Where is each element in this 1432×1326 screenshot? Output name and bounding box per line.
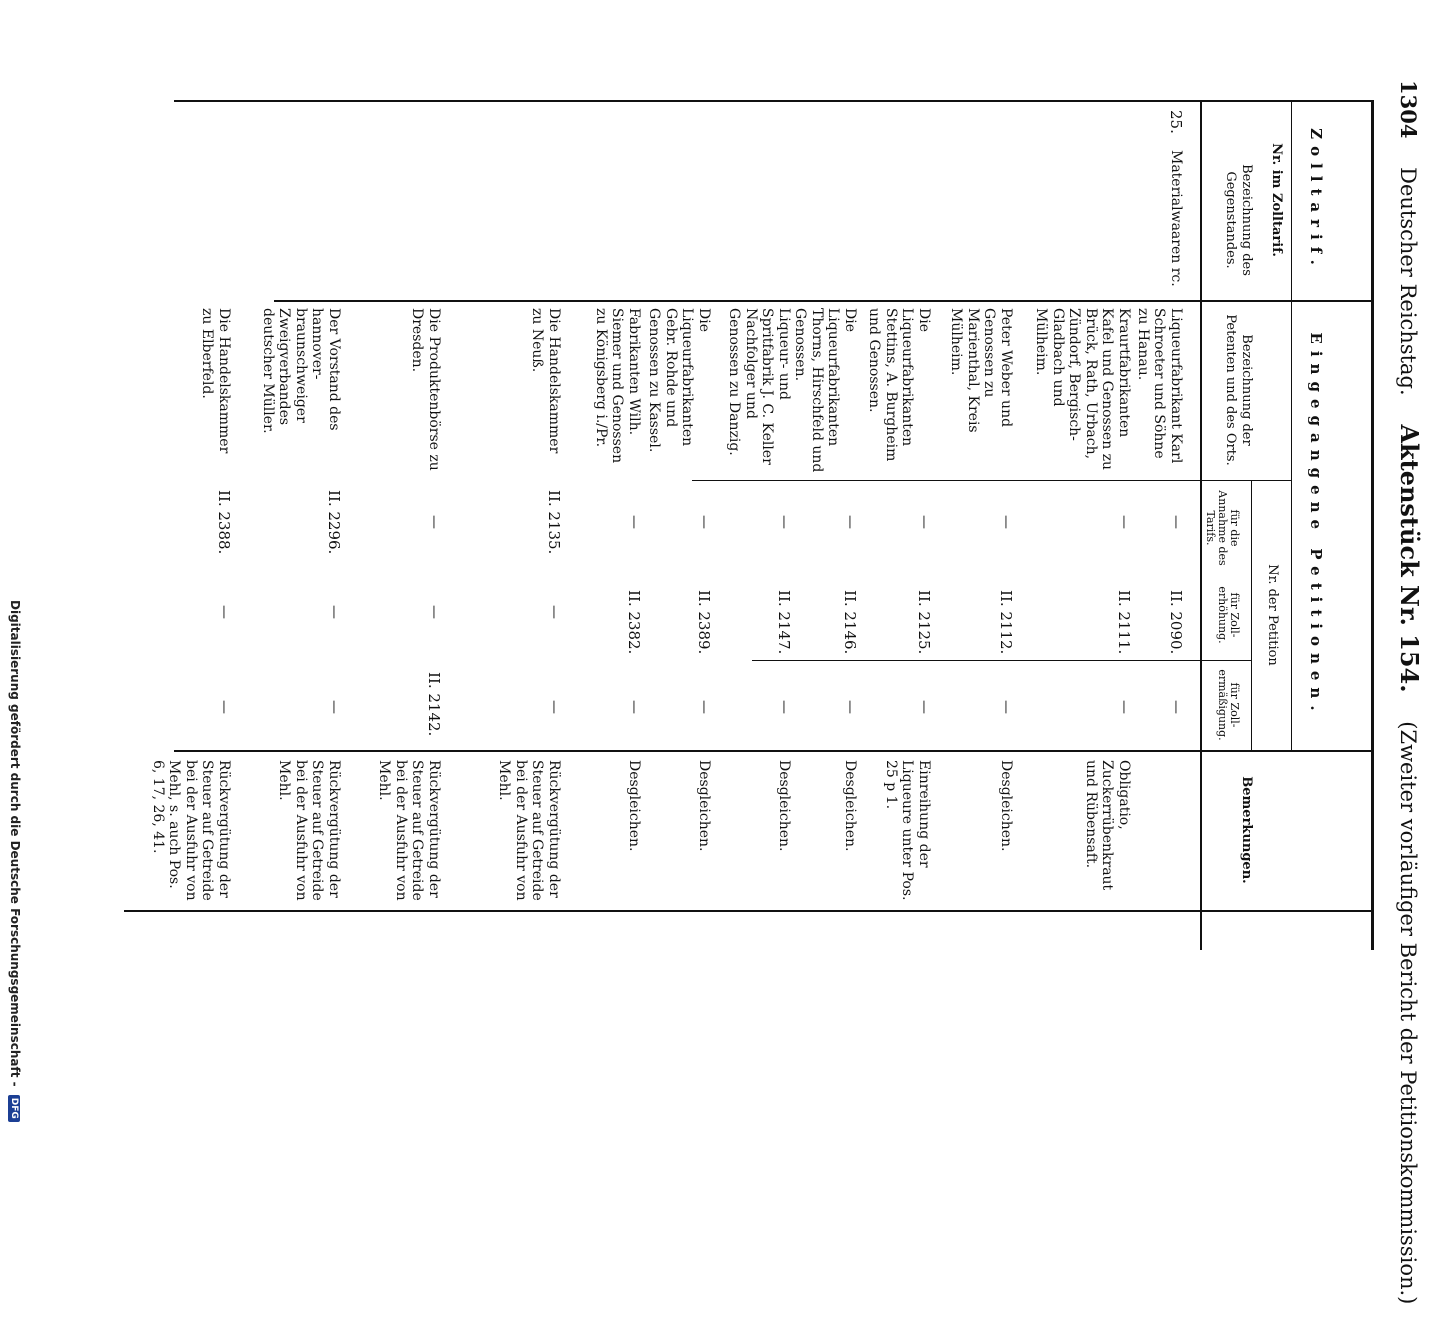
- erhoehung-cell: II. 2111.: [1115, 590, 1133, 655]
- publication-title: Deutscher Reichstag.: [1396, 167, 1420, 396]
- item-name: Materialwaaren rc.: [1168, 150, 1184, 287]
- bemerkung-cell: Rückvergütung der Steuer auf Getreide bei der Ausfuhr von Mehl.: [496, 760, 562, 901]
- bemerkung-cell: Desgleichen.: [842, 760, 858, 852]
- petent-cell: Die Liqueurfabrikanten Gebr. Rohde und Genossen zu Kassel.: [646, 308, 712, 453]
- annahme-cell: —: [1168, 515, 1184, 529]
- annahme-header: für die Annahme des Tarifs.: [1204, 490, 1241, 566]
- petent-cell: Kraurtfabrikanten Kafel und Genossen zu Brück, Rath, Urbach, Zündorf, Bergisch-Gladbach und Mülheim.: [1033, 308, 1132, 471]
- subheader-rule: [1251, 480, 1252, 750]
- document-label: Aktenstück Nr. 154.: [1395, 424, 1424, 693]
- subheader-rule: [1291, 300, 1292, 750]
- erhoehung-cell: II. 2090.: [1167, 590, 1185, 655]
- annahme-cell: —: [426, 515, 442, 529]
- ermaessigung-cell: —: [916, 700, 932, 714]
- annahme-cell: II. 2135.: [545, 490, 563, 555]
- bemerkung-cell: Desgleichen.: [776, 760, 792, 852]
- erhoehung-cell: II. 2147.: [775, 590, 793, 655]
- erhoehung-cell: II. 2125.: [915, 590, 933, 655]
- column-rule: [174, 100, 1374, 102]
- annahme-cell: —: [1116, 515, 1132, 529]
- ermaessigung-cell: —: [696, 700, 712, 714]
- ermaessigung-cell: —: [546, 700, 562, 714]
- annahme-cell: —: [776, 515, 792, 529]
- ermaessigung-cell: —: [842, 700, 858, 714]
- annahme-cell: II. 2388.: [215, 490, 233, 555]
- ermaessigung-cell: —: [216, 700, 232, 714]
- bemerkung-cell: Rückvergütung der Steuer auf Getreide bei der Ausfuhr von Mehl.: [276, 760, 342, 901]
- annahme-cell: II. 2296.: [325, 490, 343, 555]
- ermaessigung-cell: —: [1168, 700, 1184, 714]
- zolltarif-group-header: Zolltarif.: [1307, 128, 1325, 272]
- erhoehung-cell: II. 2382.: [625, 590, 643, 655]
- column-rule: [692, 480, 1292, 481]
- ermaessigung-cell: II. 2142.: [425, 672, 443, 737]
- bezeichnung-petenten-header: Bezeichnung der Petenten und des Orts.: [1223, 314, 1254, 466]
- nr-petition-group-header: Nr. der Petition: [1265, 564, 1280, 666]
- column-rule: [174, 750, 1374, 752]
- erhoehung-cell: —: [326, 605, 342, 619]
- bemerkung-cell: Einreihung der Liqueure unter Pos. 25 p 1.: [883, 760, 932, 901]
- erhoehung-cell: —: [546, 605, 562, 619]
- petent-cell: Fabrikanten Wilh. Siemer und Genossen zu Königsberg i./Pr.: [593, 308, 642, 464]
- item-number: 25.: [1167, 110, 1185, 134]
- bemerkungen-header: Bemerkungen.: [1239, 776, 1254, 884]
- annahme-cell: —: [626, 515, 642, 529]
- top-rule: [1371, 100, 1374, 950]
- dfg-logo: DFG: [9, 1095, 21, 1122]
- header-rule: [1200, 100, 1202, 950]
- erhoehung-cell: —: [426, 605, 442, 619]
- petent-cell: Peter Weber und Genossen zu Marienthal, Kreis Mülheim.: [948, 308, 1014, 433]
- ermaessigung-cell: —: [998, 700, 1014, 714]
- petent-cell: Der Vorstand des hannover-braunschweiger Zweigverbandes deutscher Müller.: [260, 308, 342, 434]
- ermaessigung-cell: —: [1116, 700, 1132, 714]
- annahme-cell: —: [998, 515, 1014, 529]
- petent-cell: Die Liqueurfabrikanten Thorns, Hirschfeld und Genossen.: [792, 308, 858, 473]
- annahme-cell: —: [916, 515, 932, 529]
- petent-cell: Die Liqueurfabrikanten Stettins, A. Burgheim und Genossen.: [866, 308, 932, 462]
- bemerkung-cell: Obligatio, Zuckerrübenkraut und Rübensaft.: [1083, 760, 1132, 891]
- bemerkung-cell: Rückvergütung der Steuer auf Getreide bei der Ausfuhr von Mehl, s. auch Pos. 6, 17, 26, 41.: [150, 760, 232, 901]
- petent-cell: Die Handelskammer zu Neuß.: [529, 308, 562, 454]
- subheader-rule: [1291, 100, 1292, 300]
- erhoehung-cell: —: [216, 605, 232, 619]
- report-title: (Zweiter vorläufiger Bericht der Petitionskommission.): [1396, 721, 1420, 1305]
- erhoehung-cell: II. 2112.: [997, 590, 1015, 655]
- petent-cell: Liqueurfabrikant Karl Schroeter und Söhne zu Hanau.: [1135, 308, 1184, 464]
- eingegangene-group-header: Eingegangene Petitionen.: [1307, 332, 1325, 718]
- bemerkung-cell: Desgleichen.: [696, 760, 712, 852]
- erhoehung-cell: II. 2389.: [695, 590, 713, 655]
- annahme-cell: —: [696, 515, 712, 529]
- nr-header: Nr. im Zolltarif.: [1269, 143, 1284, 257]
- bemerkung-cell: Desgleichen.: [626, 760, 642, 852]
- page-header: [1384, 80, 1424, 1305]
- bemerkung-cell: Rückvergütung der Steuer auf Getreide bei der Ausfuhr von Mehl.: [376, 760, 442, 901]
- petent-cell: Die Produktenbörse zu Dresden.: [409, 308, 442, 471]
- annahme-cell: —: [842, 515, 858, 529]
- column-rule: [124, 910, 1374, 912]
- petent-cell: Liqueur- und Spritfabrik J. C. Keller Nachfolger und Genossen zu Danzig.: [726, 308, 792, 465]
- erhoehung-cell: II. 2146.: [841, 590, 859, 655]
- digitization-text: Digitalisierung gefördert durch die Deutsche Forschungsgemeinschaft -: [8, 600, 22, 1087]
- ermaessigung-header: für Zoll-ermäßigung.: [1216, 669, 1241, 741]
- bemerkung-cell: Desgleichen.: [998, 760, 1014, 852]
- column-rule: [274, 300, 1374, 302]
- bezeichnung-gegenstand-header: Bezeichnung des Gegenstandes.: [1223, 164, 1254, 276]
- page-number: 1304: [1396, 80, 1421, 139]
- column-rule: [752, 660, 1252, 661]
- digitization-note: [0, 600, 22, 1119]
- petent-cell: Die Handelskammer zu Elberfeld.: [199, 308, 232, 454]
- ermaessigung-cell: —: [326, 700, 342, 714]
- ermaessigung-cell: —: [626, 700, 642, 714]
- erhoehung-header: für Zoll-erhöhung.: [1216, 586, 1241, 644]
- ermaessigung-cell: —: [776, 700, 792, 714]
